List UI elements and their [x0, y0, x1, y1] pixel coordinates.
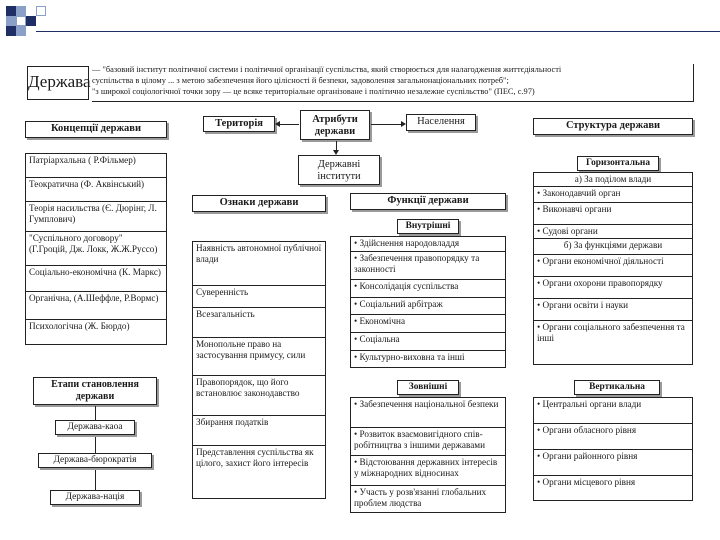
list-item: Монопольне право на застосування примусу, сили — [193, 338, 325, 376]
arrow-to-institutions — [336, 141, 337, 151]
list-item: Всезагальність — [193, 308, 325, 338]
list-item: • Органи районного рівня — [534, 450, 692, 476]
list-item: • Судові органи — [534, 225, 692, 239]
list-item: • Консолідація суспільства — [351, 280, 505, 298]
institutions-box: Державні інститути — [298, 155, 380, 185]
signs-list — [192, 241, 326, 499]
list-item: Органічна, (А.Шеффле, Р.Вормс) — [26, 292, 166, 320]
vertical-title: Вертикальна — [574, 380, 660, 395]
list-item: Соціально-економічна (К. Маркс) — [26, 266, 166, 292]
subheading: а) За поділом влади — [534, 173, 692, 187]
list-item: Психологічна (Ж. Бюрдо) — [29, 321, 130, 331]
arrow-to-territory — [279, 124, 299, 125]
territory-box: Територія — [203, 116, 275, 132]
list-item: • Центральні органи влади — [534, 398, 692, 424]
header-definition — [92, 64, 694, 102]
internal-title: Внутрішні — [397, 219, 459, 234]
external-list — [350, 397, 506, 513]
functions-title: Функції держави — [350, 193, 506, 210]
stage-box: Держава-каоа — [55, 420, 135, 435]
attributes-box: Атрибути держави — [300, 110, 370, 140]
list-item: Збирання податків — [193, 416, 325, 446]
definition-line: — "базовий інститут політичної системи і політичної організації суспільства, який створюється для налагодження життєдіяльності — [92, 65, 562, 74]
list-item: • Розвиток взаємовигідного спів-робітництва з іншими державами — [351, 428, 505, 456]
list-item: • Культурно-виховна та інші — [351, 351, 505, 367]
structure-title: Структура держави — [533, 118, 693, 135]
list-item: • Соціальний арбітраж — [351, 298, 505, 315]
list-item: "Суспільного договору" (Г.Гроцій, Дж. Локк, Ж.Ж.Руссо) — [26, 232, 166, 266]
list-item: • Забезпечення національної безпеки — [351, 398, 505, 428]
header-title-box — [27, 66, 89, 100]
list-item: • Здійснення народовладдя — [351, 237, 505, 252]
list-item: • Законодавчий орган — [534, 187, 692, 203]
population-box: Населення — [406, 114, 476, 131]
stages-title: Етапи становлення держави — [33, 377, 157, 405]
concepts-title: Концепції держави — [25, 121, 167, 138]
signs-title: Ознаки держави — [192, 195, 326, 212]
list-item: • Органи місцевого рівня — [534, 476, 692, 500]
list-item: • Соціальна — [351, 333, 505, 351]
list-item: • Органи обласного рівня — [534, 424, 692, 450]
list-item: • Економічна — [351, 315, 505, 333]
list-item: • Органи соціального забезпечення та інші — [534, 321, 692, 364]
list-item: • Виконавчі органи — [534, 203, 692, 225]
stages-connector — [95, 406, 96, 492]
list-item: • Відстоювання державних інтересів у міжнародних відносинах — [351, 456, 505, 486]
list-item: Представлення суспільства як цілого, захист його інтересів — [196, 447, 314, 468]
list-item: Теократична (Ф. Аквінський) — [26, 178, 166, 202]
list-item: • Забезпечення правопорядку та законності — [351, 252, 505, 280]
horizontal-title: Горизонтальна — [577, 156, 659, 171]
list-item: Патріархальна ( Р.Фільмер) — [26, 154, 166, 178]
subheading: б) За функціями держави — [534, 239, 692, 255]
list-item: Теорія насильства (Є. Дюрінг, Л. Гумплович) — [26, 202, 166, 232]
list-item: • Органи економічної діяльності — [534, 255, 692, 277]
stage-box: Держава-бюрократія — [38, 453, 152, 468]
definition-line: суспільства в цілому ... з метою забезпечення його цілісності й безпеки, задоволення загальнонаціональних потреб"; — [92, 76, 509, 85]
definition-line: "з широкої соціологічної точки зору — це всяке територіальне організоване і політично незалежне суспільство" (ПЕС, с.97) — [92, 87, 535, 96]
concepts-list — [25, 153, 167, 345]
vertical-list — [533, 397, 693, 501]
internal-list — [350, 236, 506, 368]
header-title: Держава — [28, 72, 91, 91]
list-item: Правопорядок, що його встановлює законодавство — [193, 376, 325, 416]
top-rule — [36, 31, 720, 32]
stage-box: Держава-нація — [50, 490, 140, 505]
list-item: • Органи охорони правопорядку — [534, 277, 692, 299]
external-title: Зовнішні — [397, 380, 459, 395]
list-item: • Органи освіти і науки — [534, 299, 692, 321]
list-item: • Участь у розв'язанні глобальних проблем людства — [351, 486, 505, 512]
list-item: Наявність автономної публічної влади — [193, 242, 325, 286]
arrow-to-population — [371, 124, 402, 125]
horizontal-list — [533, 172, 693, 365]
list-item: Суверенність — [193, 286, 325, 308]
